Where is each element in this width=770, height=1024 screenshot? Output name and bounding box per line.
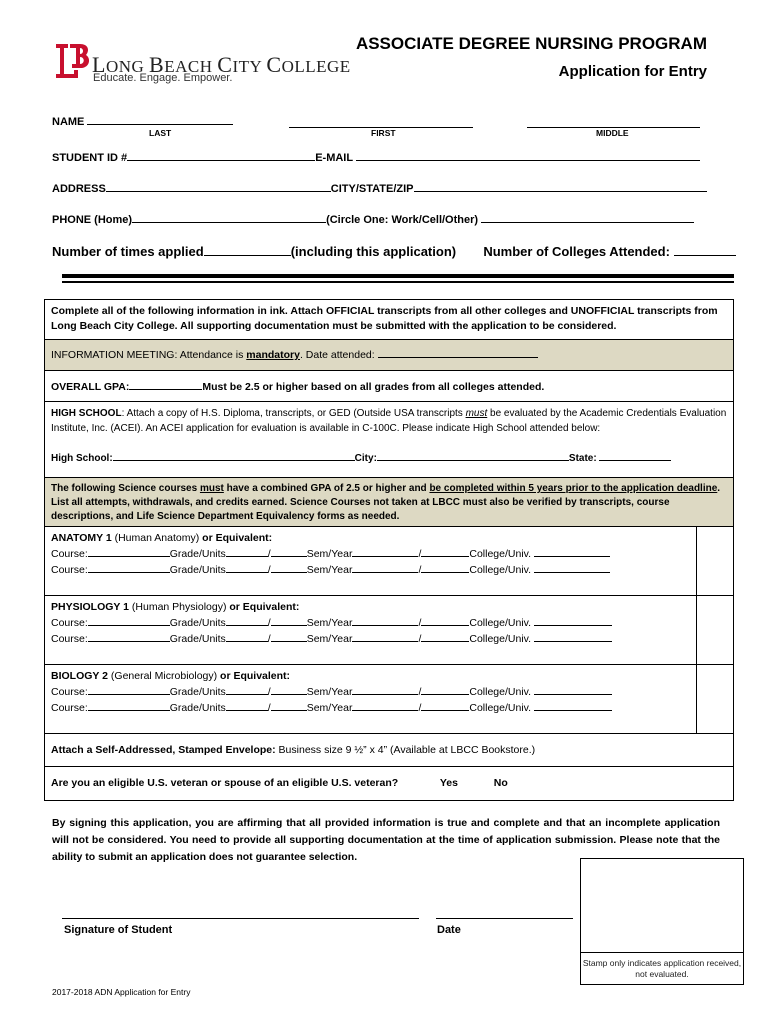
units-field[interactable]	[271, 615, 307, 626]
college-label: College/Univ.	[469, 548, 532, 560]
gpa-note: Must be 2.5 or higher based on all grades from all colleges attended.	[202, 381, 545, 393]
phone-field[interactable]	[132, 212, 326, 223]
year-field[interactable]	[421, 700, 469, 711]
times-applied-label: Number of times applied	[52, 244, 204, 259]
sem-field[interactable]	[352, 684, 418, 695]
veteran-no-option[interactable]: No	[493, 777, 508, 789]
hs-state-field[interactable]	[599, 450, 671, 461]
hs-state-label: State:	[568, 453, 597, 464]
form-id: 2017-2018 ADN Application for Entry	[52, 987, 191, 997]
biology-check-cell[interactable]	[696, 665, 733, 734]
hs-school-field[interactable]	[113, 450, 355, 461]
science-text-d: . Science Courses not taken at LBCC must also be verified by transcripts, course descriptions, and Life Science Department Equivalency forms as needed.	[51, 497, 670, 522]
college-name: LONG BEACH CITY COLLEGE	[92, 52, 351, 77]
date-attended-field[interactable]	[378, 347, 538, 358]
physiology-title: PHYSIOLOGY 1	[51, 601, 129, 613]
sem-field[interactable]	[352, 562, 418, 573]
first-label: FIRST	[371, 128, 396, 138]
biology-section	[45, 665, 733, 734]
slash: /	[418, 564, 422, 576]
hs-text-b: be evaluated by the Academic Credentials Evaluation Institute, Inc. (ACEI). An ACEI application for evaluation is available in C-100C. Please indicate High School attended below:	[51, 408, 727, 434]
circle-one-label: (Circle One: Work/Cell/Other)	[326, 214, 479, 226]
units-field[interactable]	[271, 546, 307, 557]
college-field[interactable]	[534, 546, 610, 557]
name-label: NAME	[52, 116, 85, 128]
physiology-check-cell[interactable]	[696, 596, 733, 665]
science-text-a: The following Science courses	[51, 483, 200, 494]
high-school-section	[45, 402, 733, 478]
science-text-b: have a combined GPA of 2.5 or higher and	[223, 483, 430, 494]
grade-field[interactable]	[226, 631, 268, 642]
colleges-attended-label: Number of Colleges Attended:	[483, 244, 670, 259]
college-label: College/Univ.	[469, 686, 532, 698]
veteran-section	[45, 767, 733, 800]
envelope-section	[45, 734, 733, 767]
college-tagline: Educate. Engage. Empower.	[93, 72, 233, 84]
slash: /	[418, 633, 422, 645]
slash: /	[418, 702, 422, 714]
course-label: Course:	[51, 633, 88, 645]
name-row	[52, 114, 233, 128]
course-field[interactable]	[88, 546, 170, 557]
phone-row	[52, 212, 694, 226]
sem-label: Sem/Year	[306, 633, 353, 645]
slash: /	[267, 617, 271, 629]
college-label: College/Univ.	[469, 633, 532, 645]
biology-title: BIOLOGY 2	[51, 670, 108, 682]
science-section	[45, 478, 733, 527]
anatomy-check-cell[interactable]	[696, 527, 733, 596]
grade-label: Grade/Units	[169, 633, 226, 645]
year-field[interactable]	[421, 684, 469, 695]
year-field[interactable]	[421, 562, 469, 573]
slash: /	[267, 548, 271, 560]
college-label: College/Univ.	[469, 617, 532, 629]
attestation-text: By signing this application, you are affirming that all provided information is true and complete and that an incomplete application will not be considered. You need to provide all supporting documentation at the time of application submission. Please note that the ability to submit an application does not guarantee selection.	[52, 817, 720, 863]
course-label: Course:	[51, 617, 88, 629]
hs-fields-row	[51, 450, 727, 466]
lbcc-logo-icon	[50, 40, 92, 82]
sem-field[interactable]	[352, 631, 418, 642]
units-field[interactable]	[271, 631, 307, 642]
grade-label: Grade/Units	[169, 702, 226, 714]
slash: /	[267, 702, 271, 714]
biology-equiv: or Equivalent:	[217, 670, 291, 682]
science-text-c: . List all attempts, withdrawals, and credits earned	[51, 483, 721, 508]
sem-label: Sem/Year	[306, 702, 353, 714]
anatomy-section	[45, 527, 733, 596]
intro-section: Complete all of the following information in ink. Attach OFFICIAL transcripts from all other colleges and UNOFFICIAL transcripts from Long Beach City College. All supporting documentation must be submitted with the application to be considered.	[45, 300, 733, 340]
course-field[interactable]	[88, 684, 170, 695]
address-field[interactable]	[106, 181, 331, 192]
year-field[interactable]	[421, 546, 469, 557]
grade-field[interactable]	[226, 684, 268, 695]
grade-field[interactable]	[226, 546, 268, 557]
grade-label: Grade/Units	[169, 548, 226, 560]
units-field[interactable]	[271, 562, 307, 573]
hs-must: must	[465, 408, 488, 419]
colleges-attended-field[interactable]	[674, 243, 736, 256]
date-label: Date	[437, 924, 461, 936]
units-field[interactable]	[271, 684, 307, 695]
including-label: (including this application)	[290, 244, 457, 259]
college-field[interactable]	[534, 615, 612, 626]
course-field[interactable]	[88, 562, 170, 573]
hs-label: HIGH SCHOOL	[51, 408, 122, 419]
slash: /	[267, 633, 271, 645]
physiology-section	[45, 596, 733, 665]
anatomy-equiv: or Equivalent:	[199, 532, 273, 544]
veteran-yes-option[interactable]: Yes	[439, 777, 458, 789]
veteran-question: Are you an eligible U.S. veteran or spouse of an eligible U.S. veteran?	[51, 777, 399, 789]
address-label: ADDRESS	[52, 183, 106, 195]
college-field[interactable]	[534, 684, 612, 695]
grade-label: Grade/Units	[169, 617, 226, 629]
hs-school-label: High School:	[51, 453, 113, 464]
sem-label: Sem/Year	[306, 617, 353, 629]
slash: /	[267, 564, 271, 576]
middle-label: MIDDLE	[596, 128, 629, 138]
course-field[interactable]	[88, 631, 170, 642]
date-field[interactable]	[436, 918, 573, 919]
college-field[interactable]	[534, 631, 612, 642]
sem-label: Sem/Year	[306, 686, 353, 698]
other-phone-field[interactable]	[481, 212, 694, 223]
biology-course-row	[51, 700, 689, 716]
sem-field[interactable]	[352, 615, 418, 626]
physiology-equiv: or Equivalent:	[226, 601, 300, 613]
slash: /	[418, 617, 422, 629]
city-state-zip-field[interactable]	[414, 181, 707, 192]
address-row	[52, 181, 707, 195]
course-field[interactable]	[88, 615, 170, 626]
course-label: Course:	[51, 686, 88, 698]
email-field[interactable]	[356, 150, 700, 161]
hs-city-field[interactable]	[377, 450, 569, 461]
gpa-label: OVERALL GPA:	[51, 381, 130, 393]
course-field[interactable]	[88, 700, 170, 711]
slash: /	[418, 548, 422, 560]
slash: /	[418, 686, 422, 698]
physiology-course-row	[51, 631, 689, 647]
form-subtitle: Application for Entry	[558, 63, 707, 80]
divider-rule	[62, 274, 734, 278]
hs-city-label: City:	[354, 453, 377, 464]
course-label: Course:	[51, 702, 88, 714]
student-id-field[interactable]	[127, 150, 315, 161]
city-state-zip-label: CITY/STATE/ZIP	[330, 183, 414, 195]
signature-label: Signature of Student	[64, 924, 173, 936]
course-label: Course:	[51, 548, 88, 560]
envelope-label: Attach a Self-Addressed, Stamped Envelope:	[51, 744, 276, 756]
physiology-sub: (Human Physiology)	[129, 601, 227, 613]
college-field[interactable]	[534, 700, 612, 711]
student-id-label: STUDENT ID #	[52, 152, 128, 164]
divider-rule-thin	[62, 281, 734, 283]
sem-field[interactable]	[352, 546, 418, 557]
year-field[interactable]	[421, 631, 469, 642]
anatomy-sub: (Human Anatomy)	[111, 532, 200, 544]
email-label: E-MAIL	[315, 152, 353, 164]
gpa-section	[45, 371, 733, 402]
sem-label: Sem/Year	[306, 564, 353, 576]
college-field[interactable]	[534, 562, 610, 573]
anatomy-course-row	[51, 546, 689, 562]
college-label: College/Univ.	[469, 702, 532, 714]
last-label: LAST	[149, 128, 172, 138]
grade-field[interactable]	[226, 562, 268, 573]
stamp-note: Stamp only indicates application received, not evaluated.	[582, 958, 742, 979]
requirements-box	[44, 299, 734, 801]
date-attended-label: . Date attended:	[299, 349, 375, 361]
sem-label: Sem/Year	[306, 548, 353, 560]
envelope-text: Business size 9 ½” x 4” (Available at LBCC Bookstore.)	[275, 744, 536, 756]
times-applied-row	[52, 243, 736, 259]
year-field[interactable]	[421, 615, 469, 626]
form-title: ASSOCIATE DEGREE NURSING PROGRAM	[355, 34, 707, 53]
gpa-field[interactable]	[129, 379, 202, 390]
info-meeting-prefix: INFORMATION MEETING: Attendance is	[51, 349, 247, 361]
college-label: College/Univ.	[469, 564, 532, 576]
grade-label: Grade/Units	[169, 564, 226, 576]
signature-field[interactable]	[62, 918, 419, 919]
science-deadline: be completed within 5 years prior to the application deadline	[429, 483, 718, 494]
grade-field[interactable]	[226, 700, 268, 711]
biology-course-row	[51, 684, 689, 700]
mandatory-text: mandatory	[246, 349, 300, 361]
units-field[interactable]	[271, 700, 307, 711]
last-name-field[interactable]	[87, 114, 233, 125]
grade-field[interactable]	[226, 615, 268, 626]
grade-label: Grade/Units	[169, 686, 226, 698]
times-applied-field[interactable]	[204, 243, 291, 256]
course-label: Course:	[51, 564, 88, 576]
physiology-course-row	[51, 615, 689, 631]
sem-field[interactable]	[352, 700, 418, 711]
slash: /	[267, 686, 271, 698]
info-meeting-section	[45, 340, 733, 371]
hs-text: : Attach a copy of H.S. Diploma, transcripts, or GED (Outside USA transcripts	[121, 408, 466, 419]
science-must: must	[199, 483, 224, 494]
phone-label: PHONE (Home)	[52, 214, 133, 226]
anatomy-title: ANATOMY 1	[51, 532, 112, 544]
anatomy-course-row	[51, 562, 689, 578]
biology-sub: (General Microbiology)	[108, 670, 218, 682]
student-id-row	[52, 150, 700, 164]
